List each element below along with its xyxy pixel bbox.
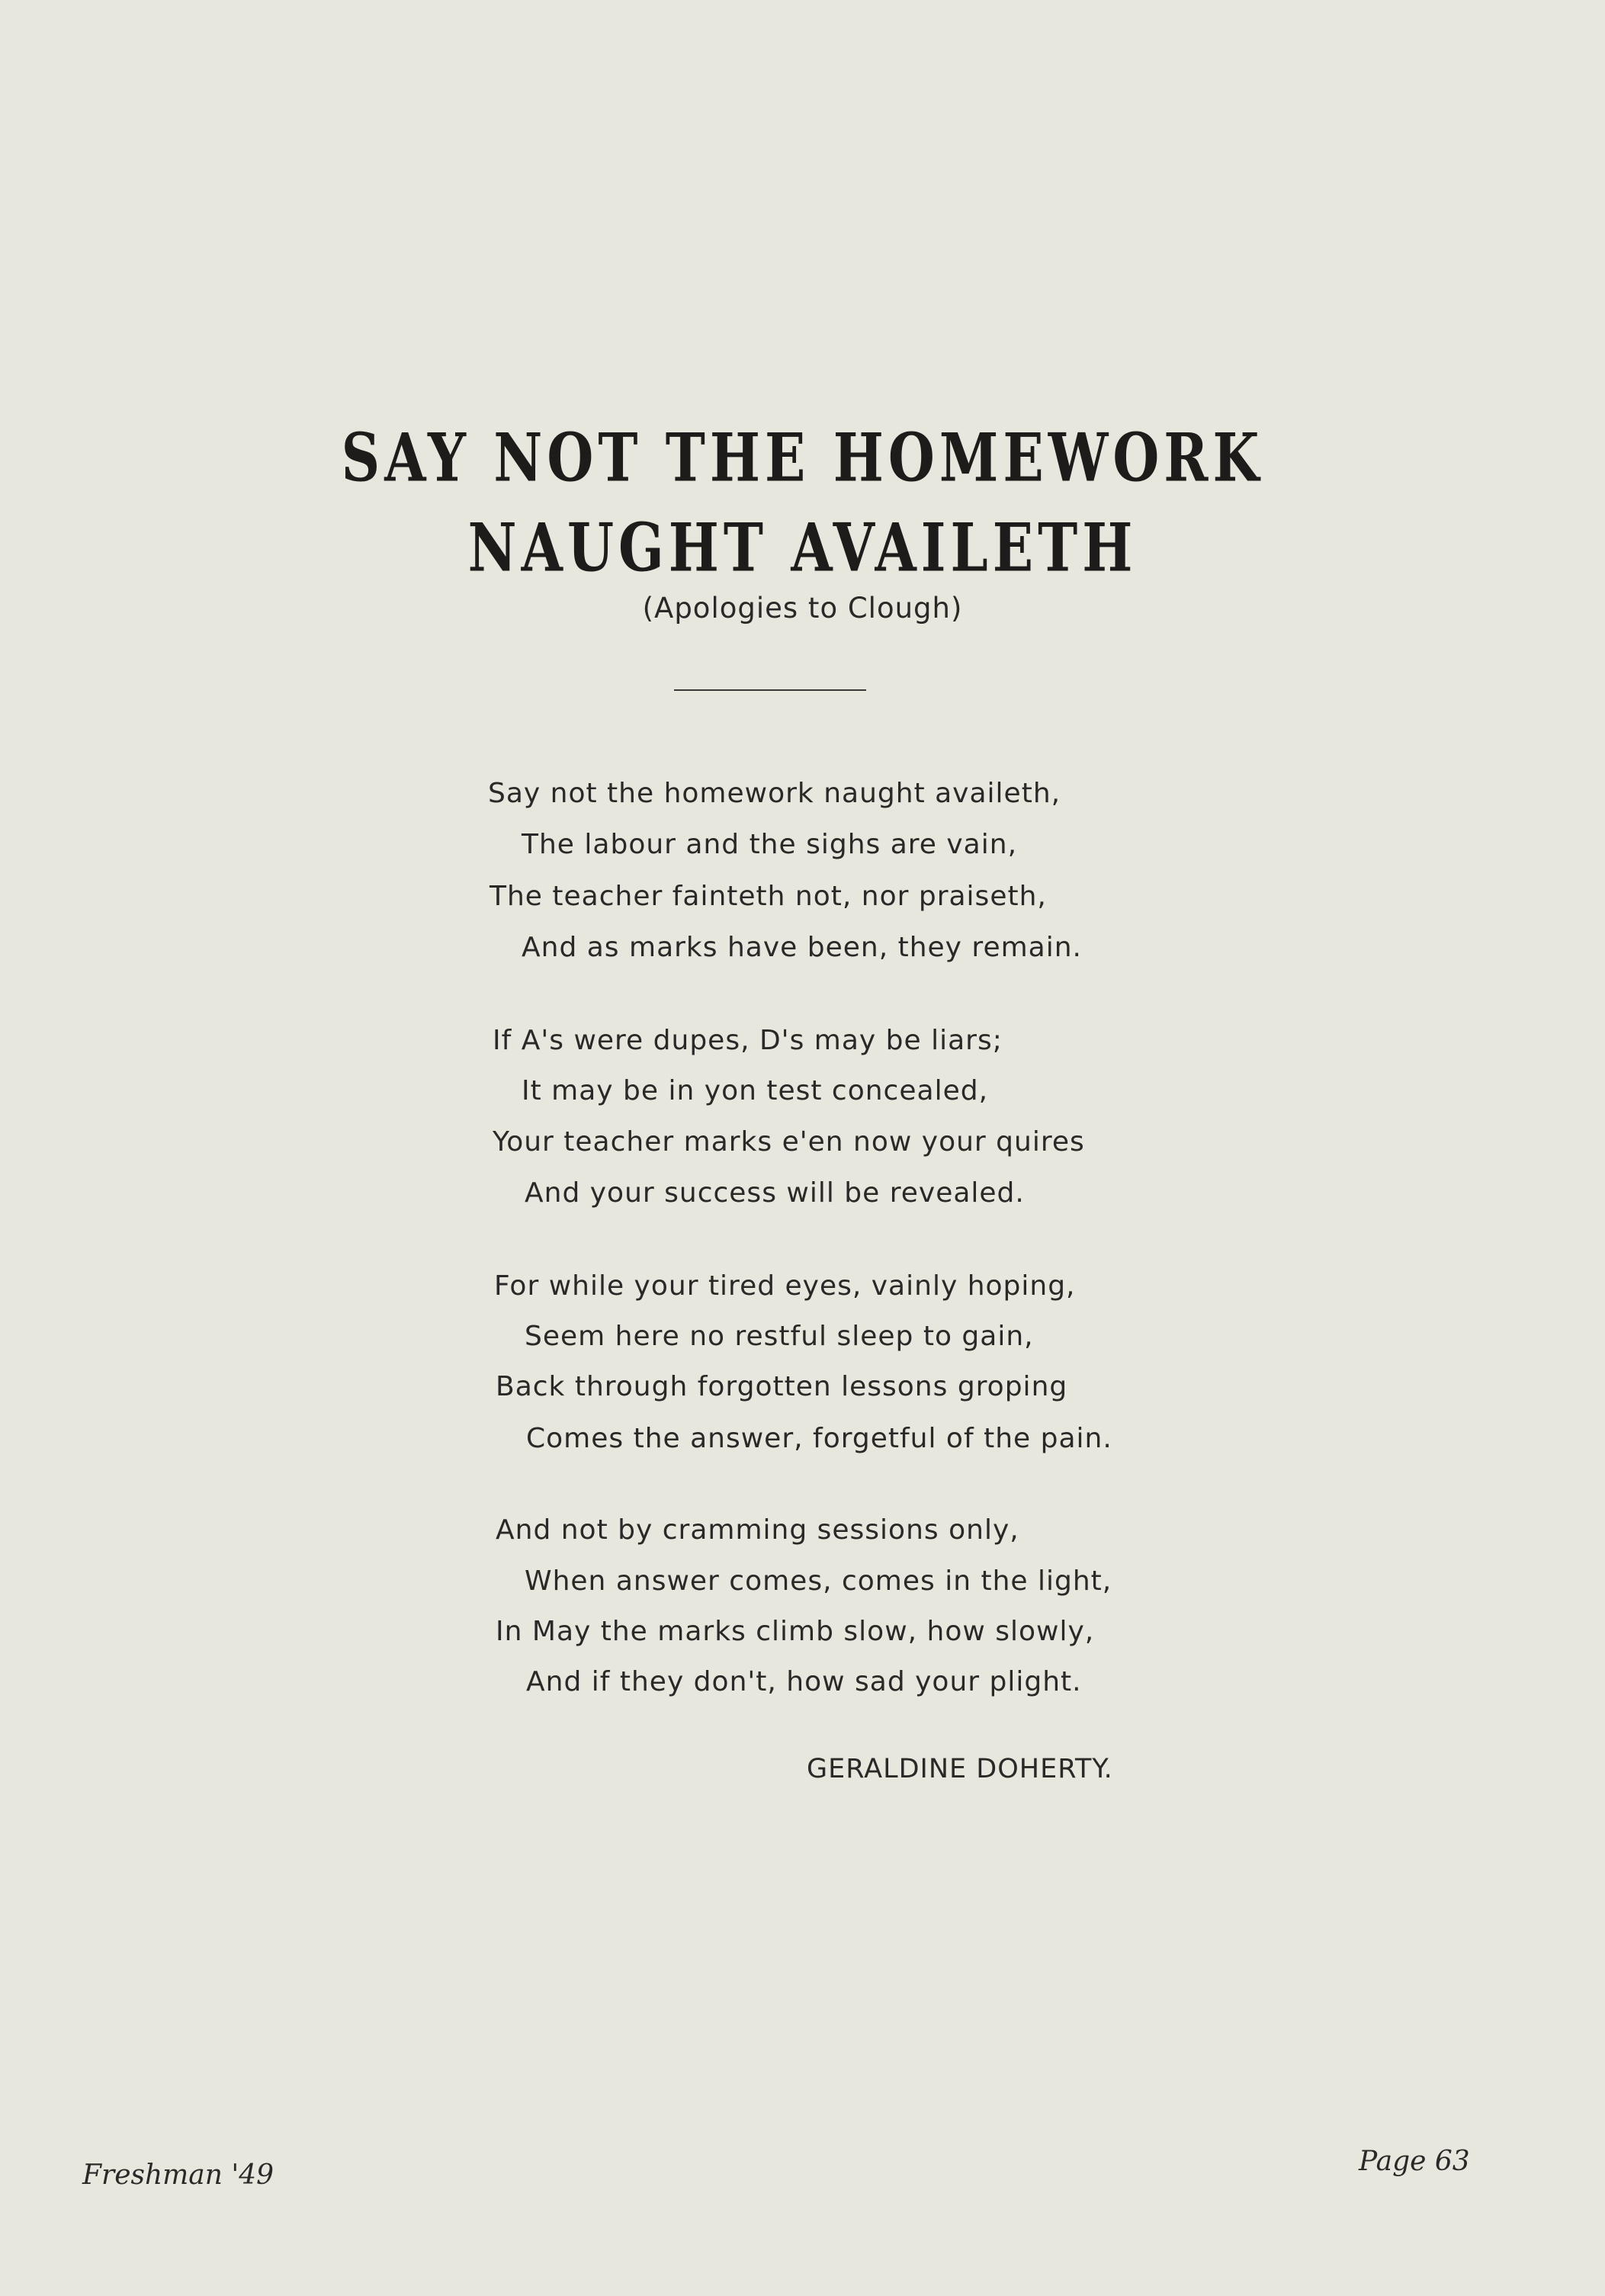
poem-line: The labour and the sighs are vain, — [522, 829, 1018, 860]
poem-subtitle: (Apologies to Clough) — [642, 592, 963, 625]
poem-line: If A's were dupes, D's may be liars; — [493, 1025, 1003, 1056]
poem-line: Seem here no restful sleep to gain, — [525, 1321, 1034, 1352]
poem-line: It may be in yon test concealed, — [522, 1075, 989, 1106]
divider-rule — [674, 689, 866, 691]
author-signature: GERALDINE DOHERTY. — [807, 1754, 1113, 1784]
poem-line: Comes the answer, forgetful of the pain. — [526, 1423, 1112, 1454]
poem-line: Your teacher marks e'en now your quires — [493, 1126, 1085, 1158]
footer-publication: Freshman '49 — [82, 2160, 274, 2191]
poem-line: The teacher fainteth not, nor praiseth, — [490, 881, 1047, 912]
poem-title-line-1: SAY NOT THE HOMEWORK — [341, 418, 1264, 497]
poem-line: In May the marks climb slow, how slowly, — [496, 1616, 1095, 1647]
poem-line: Say not the homework naught availeth, — [488, 778, 1061, 809]
poem-line: Back through forgotten lessons groping — [496, 1371, 1068, 1402]
footer-page-number: Page 63 — [1359, 2146, 1470, 2177]
poem-line: When answer comes, comes in the light, — [525, 1565, 1112, 1597]
poem-line: For while your tired eyes, vainly hoping, — [494, 1270, 1076, 1302]
poem-line: And as marks have been, they remain. — [522, 932, 1082, 963]
poem-line: And not by cramming sessions only, — [496, 1514, 1019, 1546]
poem-line: And if they don't, how sad your plight. — [526, 1666, 1082, 1697]
poem-title-line-2: NAUGHT AVAILETH — [467, 508, 1138, 587]
poem-line: And your success will be revealed. — [525, 1177, 1025, 1209]
